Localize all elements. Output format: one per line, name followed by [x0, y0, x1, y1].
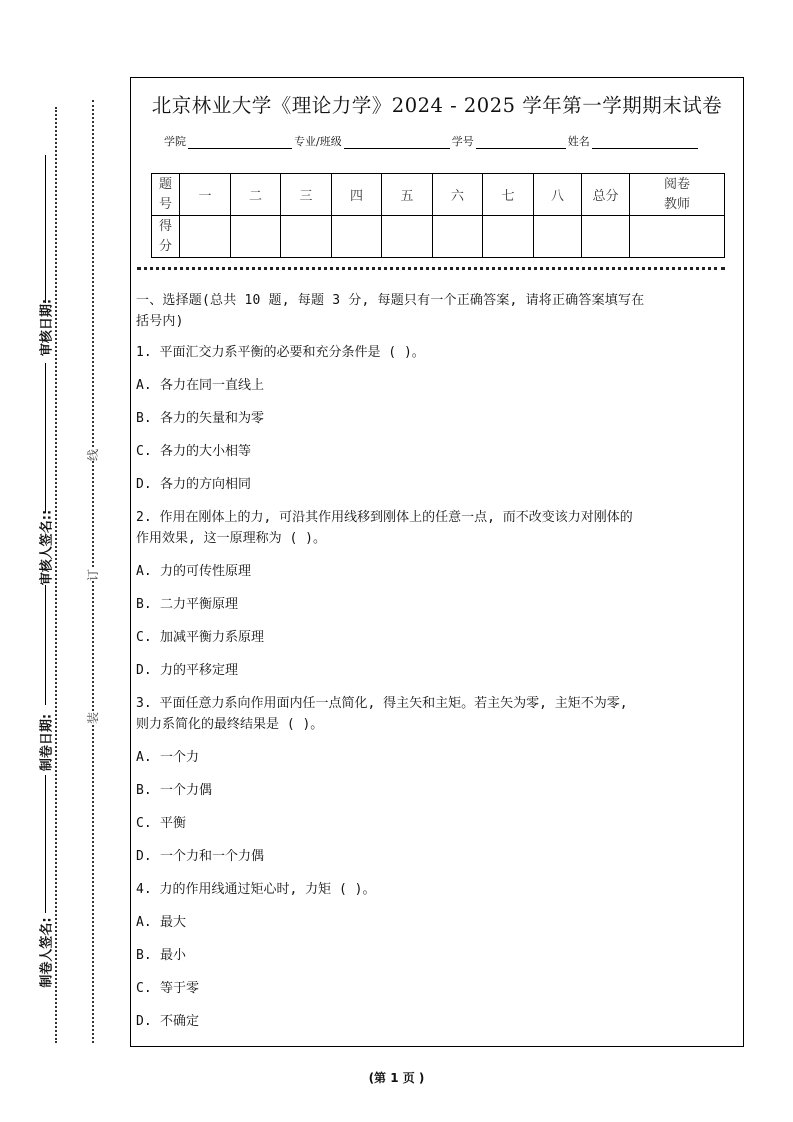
col-head: 三 — [281, 174, 332, 216]
review-date-label: 审核日期: — [39, 298, 55, 357]
option-letter: D. — [136, 477, 152, 492]
page-number: (第 1 页 ) — [368, 1071, 425, 1085]
col-head: 六 — [433, 174, 483, 216]
option-b[interactable] — [136, 945, 736, 966]
student-id-field[interactable] — [476, 136, 566, 149]
option-letter: D. — [136, 849, 152, 864]
option-text: 各力的方向相同 — [160, 477, 252, 492]
option-letter: A. — [136, 378, 152, 393]
option-letter: D. — [136, 1014, 152, 1029]
section-multiple-choice — [136, 290, 736, 1044]
score-cell[interactable] — [231, 216, 281, 258]
question-stem — [136, 879, 736, 900]
college-label: 学院 — [164, 135, 186, 148]
option-text: 最大 — [160, 915, 187, 930]
signature-line — [45, 363, 46, 513]
row-head-char: 号 — [158, 196, 172, 212]
grader-head-char: 教师 — [663, 196, 690, 212]
score-table — [151, 173, 725, 258]
signature-line — [45, 585, 46, 705]
score-cell[interactable] — [382, 216, 433, 258]
major-class-field[interactable] — [344, 136, 450, 149]
option-text: 不确定 — [160, 1014, 200, 1029]
question-stem — [136, 693, 736, 735]
score-cell[interactable] — [534, 216, 582, 258]
college-field[interactable] — [188, 136, 292, 149]
option-letter: B. — [136, 783, 152, 798]
col-head-grader — [630, 174, 725, 216]
stem-line: 则力系简化的最终结果是 ( )。 — [136, 717, 324, 732]
question-number-row — [152, 174, 725, 216]
reviewer-signature-label: 审核人签名:: — [39, 509, 55, 586]
name-label: 姓名 — [567, 135, 590, 148]
col-head: 四 — [332, 174, 382, 216]
question-2 — [136, 507, 736, 681]
option-letter: C. — [136, 981, 152, 996]
option-letter: A. — [136, 915, 152, 930]
score-cell[interactable] — [180, 216, 231, 258]
question-1 — [136, 342, 736, 495]
stem-line: 3. 平面任意力系向作用面内任一点简化, 得主矢和主矩。若主矢为零, 主矩不为零, — [136, 696, 628, 711]
option-b[interactable] — [136, 780, 736, 801]
option-letter: A. — [136, 750, 152, 765]
question-stem — [136, 342, 736, 363]
score-cell[interactable] — [433, 216, 483, 258]
option-a[interactable] — [136, 375, 736, 396]
option-a[interactable] — [136, 912, 736, 933]
option-text: 等于零 — [160, 981, 200, 996]
stem-line: 1. 平面汇交力系平衡的必要和充分条件是 ( )。 — [136, 345, 425, 360]
option-letter: D. — [136, 663, 152, 678]
question-4 — [136, 879, 736, 1032]
option-letter: B. — [136, 597, 152, 612]
student-info-row — [164, 133, 700, 149]
col-head: 五 — [382, 174, 433, 216]
option-text: 力的可传性原理 — [160, 564, 252, 579]
option-letter: B. — [136, 411, 152, 426]
option-letter: A. — [136, 564, 152, 579]
col-head: 七 — [483, 174, 534, 216]
dotted-separator — [137, 267, 725, 270]
name-field[interactable] — [592, 136, 698, 149]
option-letter: C. — [136, 816, 152, 831]
option-text: 力的平移定理 — [160, 663, 239, 678]
option-letter: C. — [136, 630, 152, 645]
option-text: 一个力和一个力偶 — [160, 849, 265, 864]
grader-cell[interactable] — [630, 216, 725, 258]
option-letter: C. — [136, 444, 152, 459]
option-text: 各力的矢量和为零 — [160, 411, 265, 426]
option-text: 一个力 — [160, 750, 200, 765]
option-d[interactable] — [136, 474, 736, 495]
option-b[interactable] — [136, 594, 736, 615]
grader-head-char: 阅卷 — [663, 176, 690, 192]
option-text: 加减平衡力系原理 — [160, 630, 265, 645]
score-cell[interactable] — [281, 216, 332, 258]
exam-title: 北京林业大学《理论力学》2024 - 2025 学年第一学期期末试卷 — [151, 94, 723, 117]
option-d[interactable] — [136, 660, 736, 681]
option-letter: B. — [136, 948, 152, 963]
section-heading — [136, 290, 736, 332]
row-head-char: 题 — [158, 176, 172, 192]
option-c[interactable] — [136, 441, 736, 462]
exam-frame — [130, 77, 744, 1047]
row-head-char: 得 — [158, 218, 172, 234]
section-heading-line: 括号内) — [136, 314, 184, 329]
col-head: 二 — [231, 174, 281, 216]
score-cell[interactable] — [483, 216, 534, 258]
col-head-total: 总分 — [582, 174, 630, 216]
option-a[interactable] — [136, 747, 736, 768]
option-c[interactable] — [136, 978, 736, 999]
option-text: 二力平衡原理 — [160, 597, 239, 612]
option-d[interactable] — [136, 846, 736, 867]
row-head-char: 分 — [158, 238, 172, 254]
score-cell[interactable] — [332, 216, 382, 258]
total-score-cell[interactable] — [582, 216, 630, 258]
score-row — [152, 216, 725, 258]
student-id-label: 学号 — [451, 135, 474, 148]
option-d[interactable] — [136, 1011, 736, 1032]
stem-line: 2. 作用在刚体上的力, 可沿其作用线移到刚体上的任意一点, 而不改变该力对刚体的 — [136, 510, 633, 525]
option-text: 一个力偶 — [160, 783, 213, 798]
option-text: 最小 — [160, 948, 187, 963]
cut-mark-staple: 装 — [86, 711, 101, 725]
signature-line — [45, 775, 46, 913]
option-text: 平衡 — [160, 816, 187, 831]
option-b[interactable] — [136, 408, 736, 429]
major-class-label: 专业/班级 — [294, 135, 342, 148]
option-c[interactable] — [136, 813, 736, 834]
option-a[interactable] — [136, 561, 736, 582]
signature-line — [45, 155, 46, 303]
question-3 — [136, 693, 736, 867]
compile-date-label: 制卷日期: — [39, 713, 55, 772]
col-head: 一 — [180, 174, 231, 216]
cut-mark-bind: 订 — [86, 568, 101, 582]
cut-mark-line: 线 — [86, 448, 101, 462]
option-text: 各力在同一直线上 — [160, 378, 265, 393]
question-stem — [136, 507, 736, 549]
inner-cut-line — [55, 107, 57, 1043]
section-heading-line: 一、选择题(总共 10 题, 每题 3 分, 每题只有一个正确答案, 请将正确答案填写在 — [136, 293, 645, 308]
stem-line: 作用效果, 这一原理称为 ( )。 — [136, 531, 326, 546]
row-head-question-number — [152, 174, 180, 216]
row-head-score — [152, 216, 180, 258]
option-c[interactable] — [136, 627, 736, 648]
stem-line: 4. 力的作用线通过矩心时, 力矩 ( )。 — [136, 882, 376, 897]
option-text: 各力的大小相等 — [160, 444, 252, 459]
compiler-signature-label: 制卷人签名: — [39, 917, 55, 988]
col-head: 八 — [534, 174, 582, 216]
